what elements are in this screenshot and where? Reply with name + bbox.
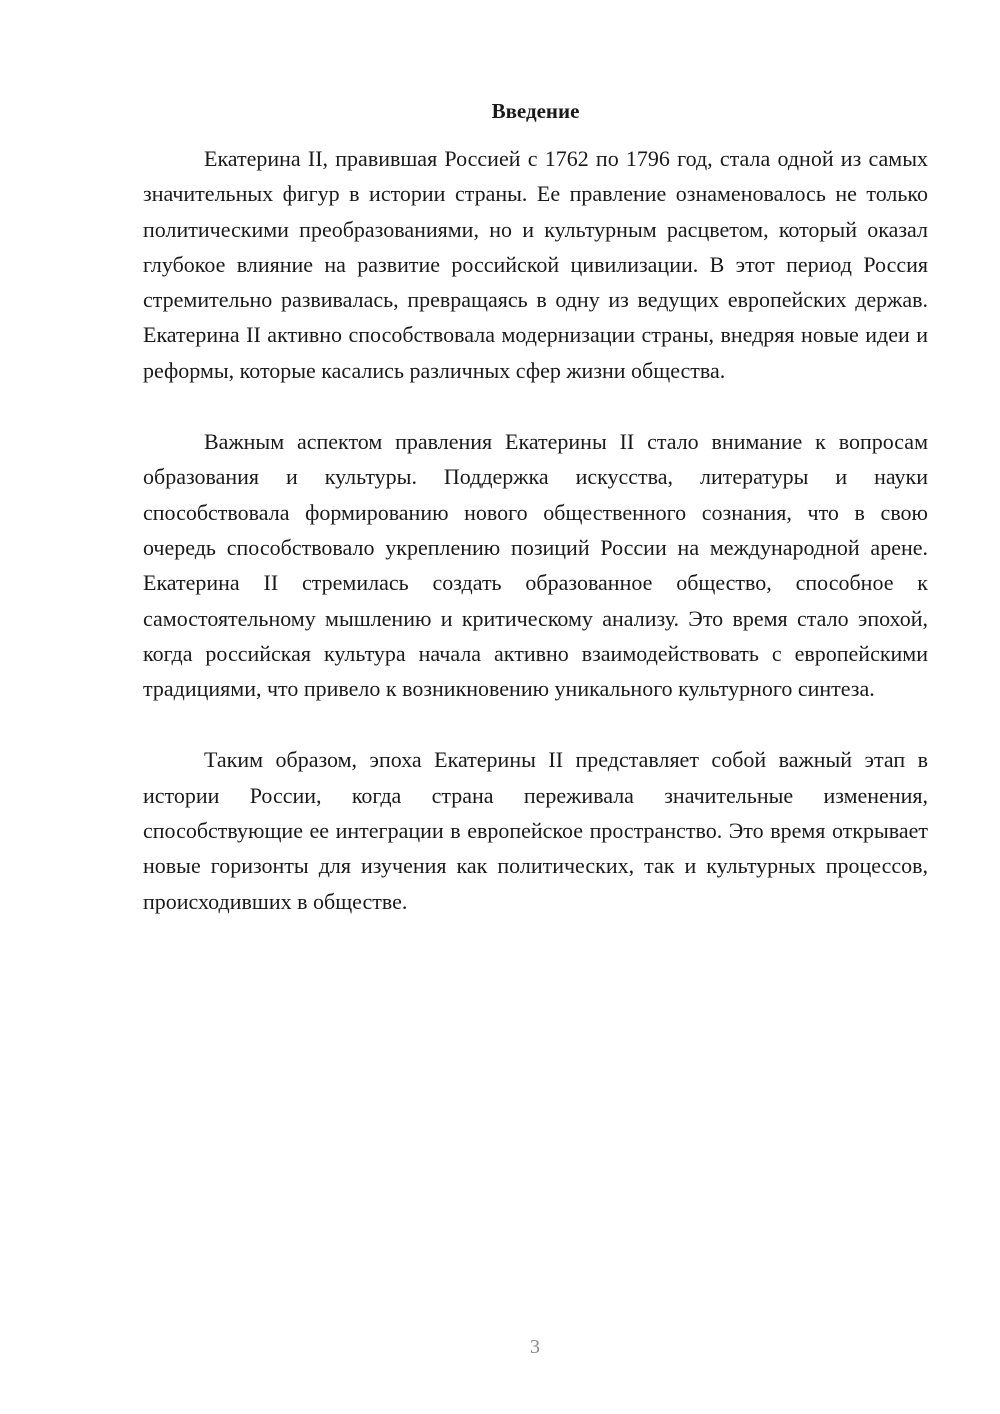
body-text xyxy=(143,141,928,955)
paragraph-1: Екатерина II, правившая Россией с 1762 по 1796 год, стала одной из самых значительных фигур в истории страны. Ее правление ознаменовалось не только политическими преобразованиями, но и культурным расцветом, который оказал глубокое влияние на развитие российской цивилизации. В этот период Россия стремительно развивалась, превращаясь в одну из ведущих европейских держав. Екатерина II активно способствовала модернизации страны, внедряя новые идеи и реформы, которые касались различных сфер жизни общества. xyxy=(143,146,928,383)
paragraph-3: Таким образом, эпоха Екатерины II представляет собой важный этап в истории России, когда страна переживала значительные изменения, способствующие ее интеграции в европейское пространство. Это время открывает новые горизонты для изучения как политических, так и культурных процессов, происходивших в обществе. xyxy=(143,747,928,914)
paragraph-2: Важным аспектом правления Екатерины II стало внимание к вопросам образования и культуры. Поддержка искусства, литературы и науки способствовала формированию нового общественного сознания, что в свою очередь способствовало укреплению позиций России на международной арене. Екатерина II стремилась создать образованное общество, способное к самостоятельному мышлению и критическому анализу. Это время стало эпохой, когда российская культура начала активно взаимодействовать с европейскими традициями, что привело к возникновению уникального культурного синтеза. xyxy=(143,429,928,702)
section-heading: Введение xyxy=(491,99,580,123)
page-number: 3 xyxy=(530,1336,540,1358)
